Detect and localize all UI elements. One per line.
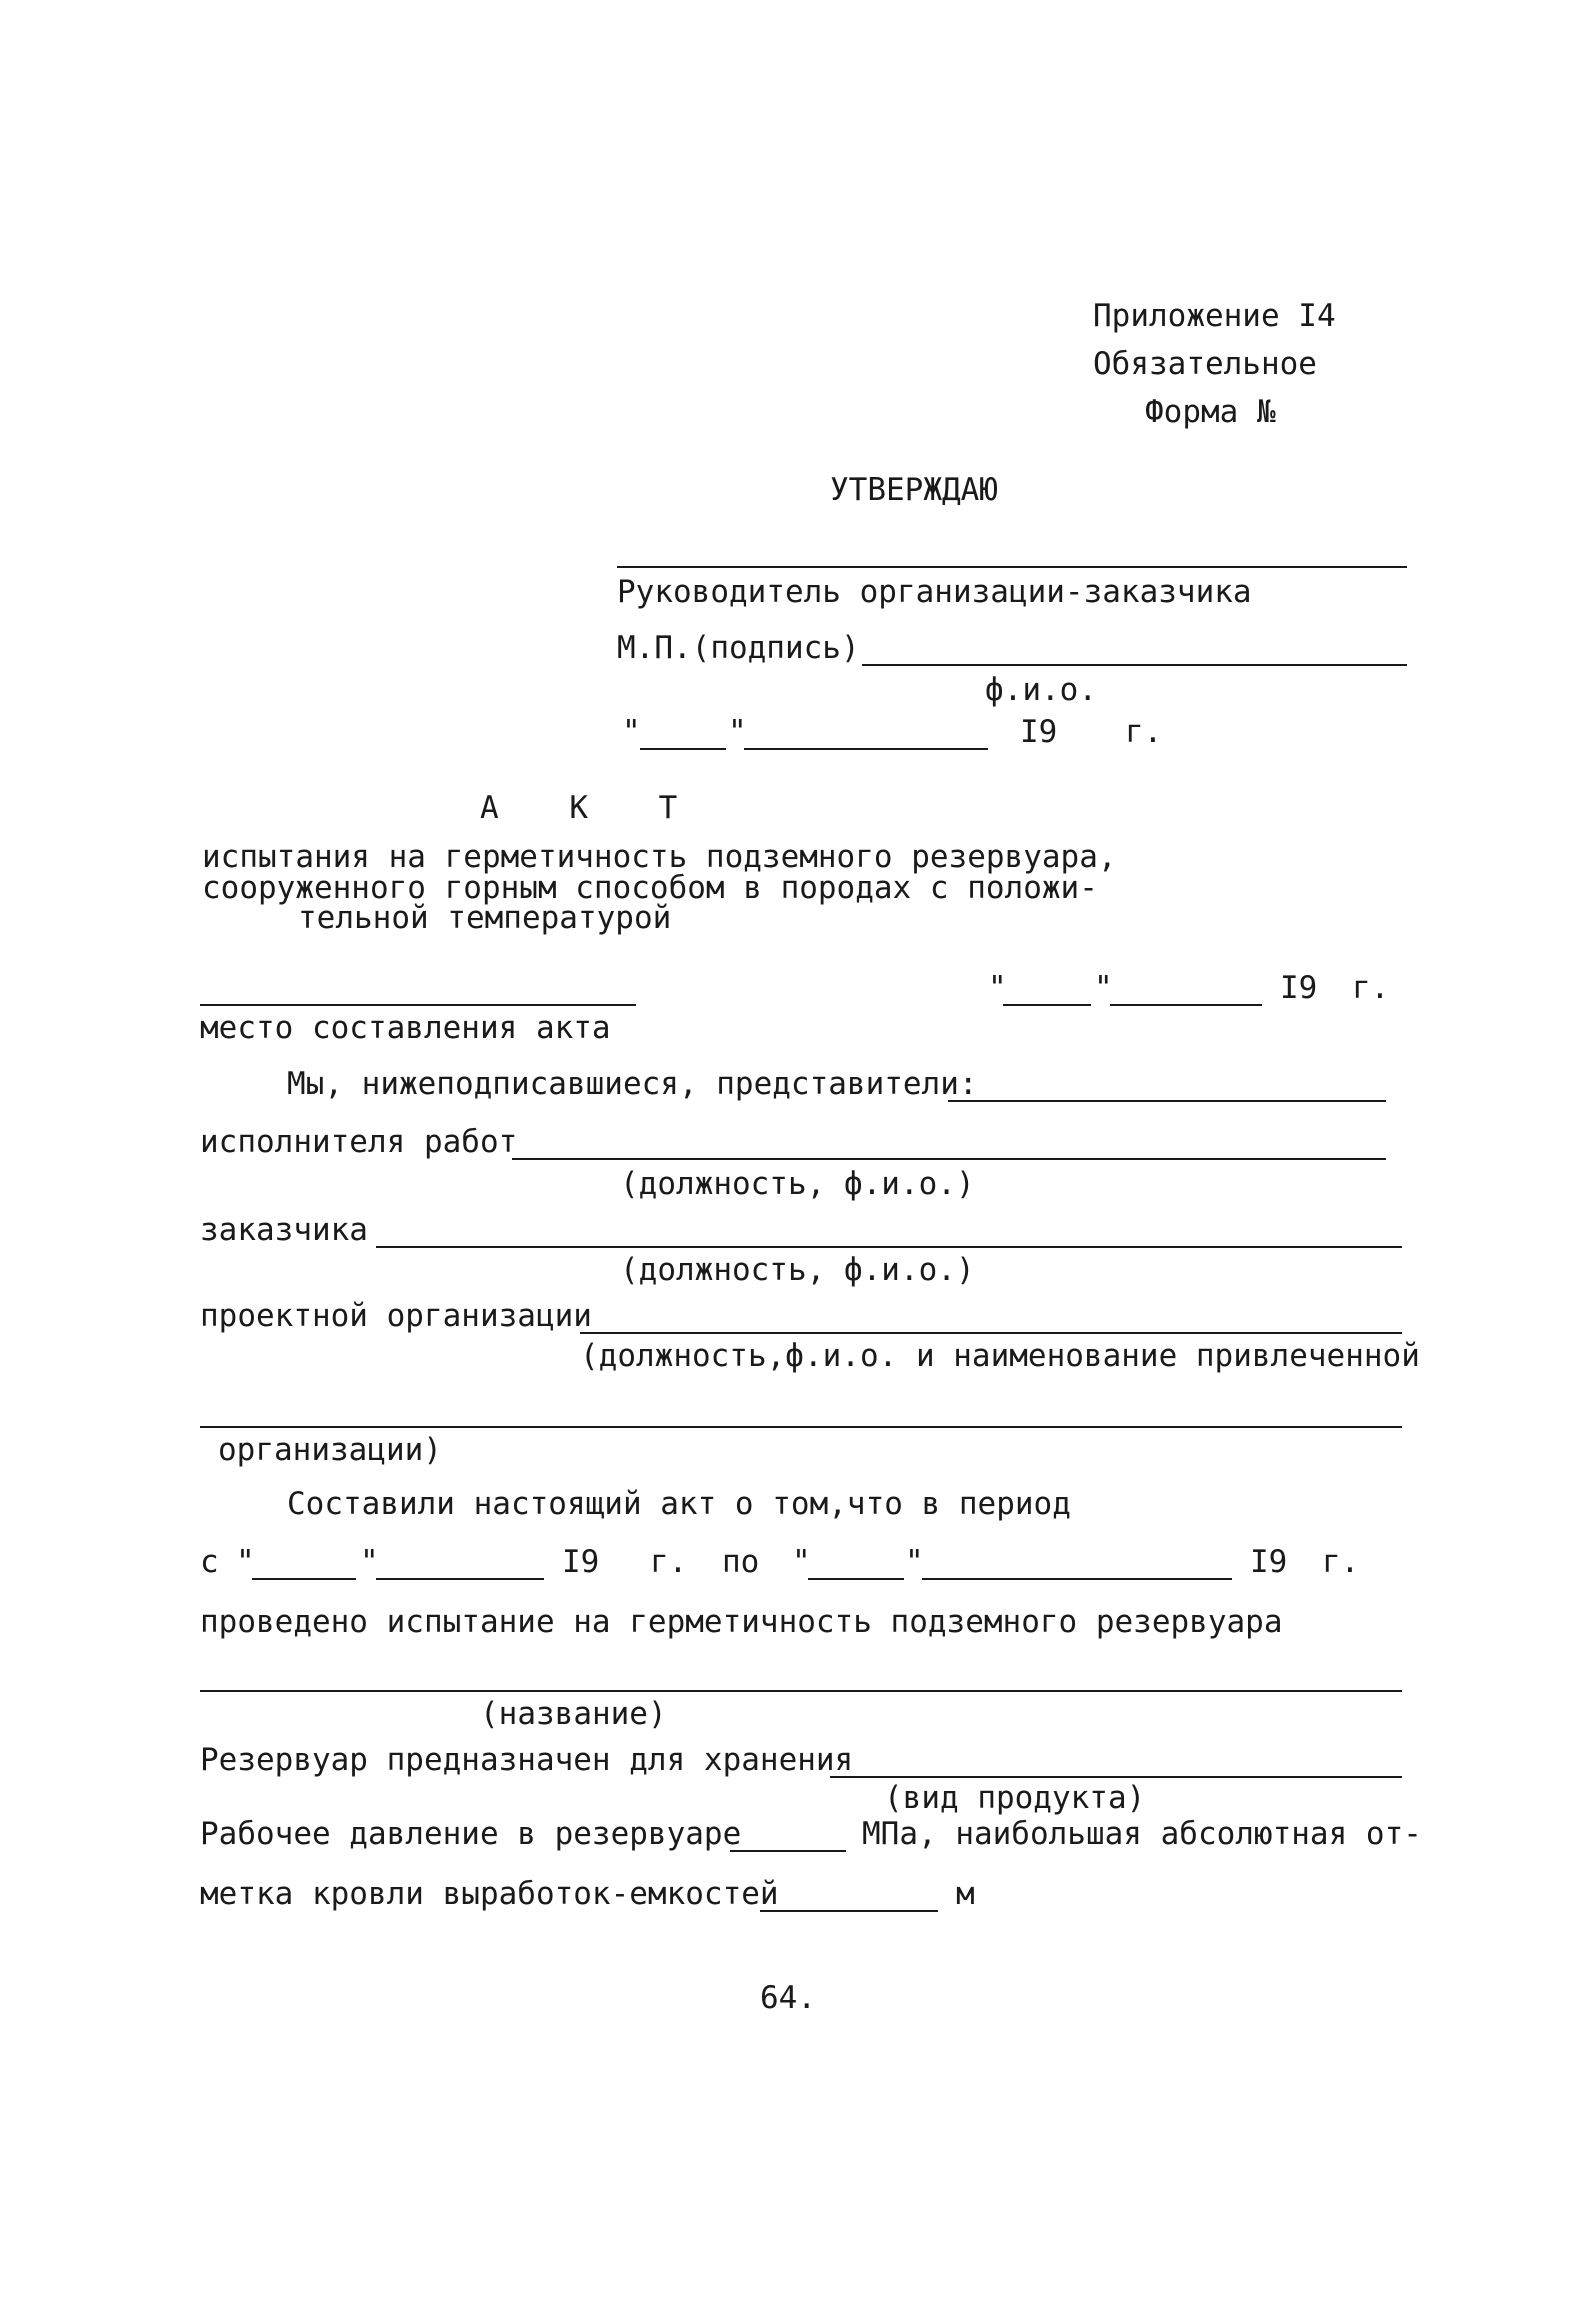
executor-caption: (должность, ф.и.о.): [620, 1166, 975, 1202]
fio-caption: ф.и.о.: [985, 672, 1097, 708]
design-org-line-2: [200, 1426, 1402, 1428]
approval-quote-close: ": [728, 714, 747, 750]
place-line: [200, 1004, 636, 1006]
period-from-day-line: [252, 1578, 356, 1580]
pressure-line: [730, 1850, 846, 1852]
act-title: А К Т: [480, 790, 704, 826]
act-day-line: [1003, 1004, 1091, 1006]
act-date-year-suffix: г.: [1352, 970, 1390, 1006]
approval-month-line: [744, 748, 988, 750]
period-from-month-line: [376, 1578, 544, 1580]
period-g-2: г.: [1322, 1544, 1360, 1580]
period-quote-close-2: ": [905, 1544, 924, 1580]
working-pressure-text: Рабочее давление в резервуаре: [200, 1816, 742, 1852]
design-org-label: проектной организации: [200, 1298, 592, 1334]
act-subtitle-line-1: испытания на герметичность подземного резервуара,: [202, 839, 1117, 875]
compiled-text: Составили настоящий акт о том,что в период: [287, 1486, 1071, 1522]
reservoir-name-line: [200, 1690, 1402, 1692]
design-org-caption: (должность,ф.и.о. и наименование привлеченной: [580, 1338, 1420, 1374]
act-date-quote-close: ": [1094, 970, 1113, 1006]
signature-line: [862, 664, 1407, 666]
act-date-year: I9: [1280, 970, 1318, 1006]
name-caption: (название): [480, 1696, 667, 1732]
approve-heading: УТВЕРЖДАЮ: [830, 472, 998, 508]
approval-year: I9: [1020, 714, 1058, 750]
period-to-day-line: [808, 1578, 904, 1580]
place-label: место составления акта: [200, 1010, 611, 1046]
product-line: [830, 1776, 1402, 1778]
approval-year-suffix: г.: [1125, 714, 1163, 750]
approval-day-line: [640, 748, 726, 750]
test-done-text: проведено испытание на герметичность подземного резервуара: [200, 1604, 1283, 1640]
unit-m: м: [956, 1876, 975, 1912]
approval-quote-open: ": [622, 714, 641, 750]
form-number-label: Форма №: [1145, 394, 1276, 430]
customer-label: заказчика: [200, 1212, 368, 1248]
mpa-text: МПа, наибольшая абсолютная от-: [862, 1816, 1422, 1852]
mark-line: [760, 1910, 938, 1912]
page-number: 64.: [760, 1980, 816, 2016]
period-quote-open-2: ": [792, 1544, 811, 1580]
mandatory-label: Обязательное: [1093, 346, 1317, 382]
customer-caption: (должность, ф.и.о.): [620, 1252, 975, 1288]
period-to: по: [722, 1544, 760, 1580]
period-g-1: г.: [650, 1544, 688, 1580]
executor-label: исполнителя работ: [200, 1124, 518, 1160]
executor-line: [512, 1158, 1386, 1160]
period-year-2: I9: [1250, 1544, 1288, 1580]
period-to-month-line: [922, 1578, 1232, 1580]
period-from: с: [200, 1544, 219, 1580]
storage-purpose-text: Резервуар предназначен для хранения: [200, 1742, 854, 1778]
seal-signature-label: М.П.(подпись): [617, 630, 860, 666]
customer-line: [376, 1246, 1402, 1248]
mark-text: метка кровли выработок-емкостей: [200, 1876, 779, 1912]
act-month-line: [1110, 1004, 1262, 1006]
design-org-line: [580, 1332, 1402, 1334]
period-quote-close: ": [360, 1544, 379, 1580]
undersigned-text: Мы, нижеподписавшиеся, представители:: [287, 1066, 978, 1102]
product-caption: (вид продукта): [884, 1780, 1146, 1816]
period-year-1: I9: [562, 1544, 600, 1580]
undersigned-line: [948, 1100, 1386, 1102]
approver-line: [617, 566, 1407, 568]
act-subtitle-line-3: тельной температурой: [298, 900, 672, 936]
appendix-label: Приложение I4: [1093, 298, 1336, 334]
head-of-customer-label: Руководитель организации-заказчика: [617, 574, 1252, 610]
act-date-quote-open: ": [988, 970, 1007, 1006]
organization-caption-close: организации): [218, 1432, 442, 1468]
period-quote-open: ": [236, 1544, 255, 1580]
act-subtitle-line-2: сооруженного горным способом в породах с положи-: [202, 870, 1098, 906]
